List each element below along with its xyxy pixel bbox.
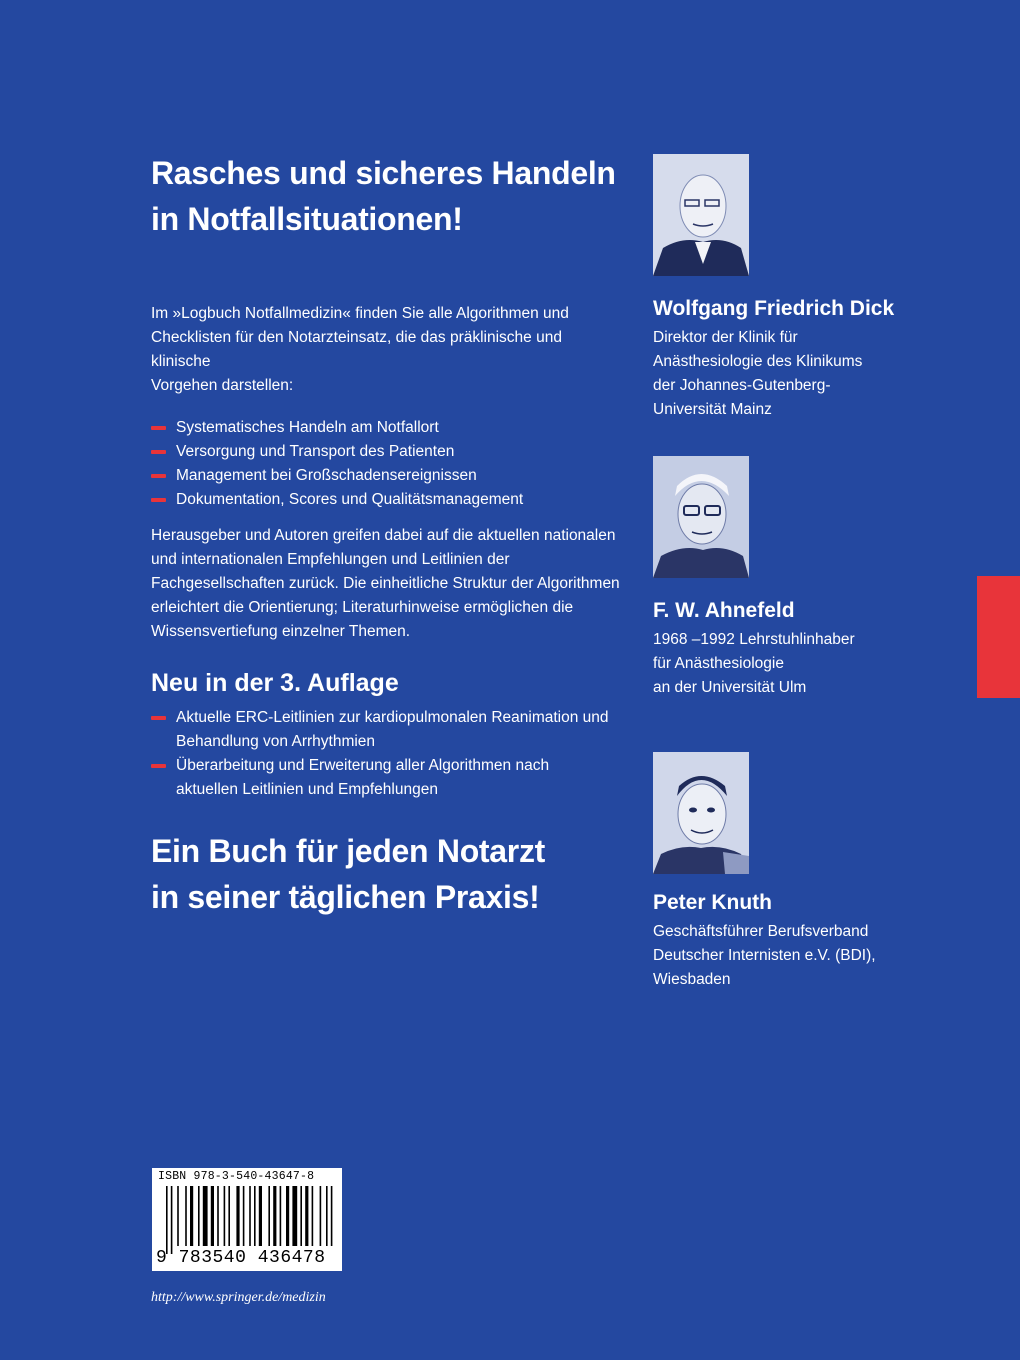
feature-item — [151, 488, 621, 512]
item-line: Behandlung von Arrhythmien — [176, 733, 376, 750]
feature-text: Systematisches Handeln am Notfallort — [176, 419, 439, 436]
red-dash-bullet-icon — [151, 426, 166, 430]
isbn-barcode — [152, 1168, 342, 1271]
bio-line: Direktor der Klinik für — [653, 329, 798, 346]
closing-headline — [151, 828, 621, 920]
intro-paragraph — [151, 302, 621, 398]
red-dash-bullet-icon — [151, 498, 166, 502]
author-card-knuth — [653, 752, 953, 992]
item-line: Überarbeitung und Erweiterung aller Algorithmen nach — [176, 757, 550, 774]
author-bio — [653, 628, 953, 700]
red-dash-bullet-icon — [151, 450, 166, 454]
headline-line-2: in Notfallsituationen! — [151, 201, 463, 237]
red-dash-bullet-icon — [151, 474, 166, 478]
isbn-label: ISBN 978-3-540-43647-8 — [158, 1170, 315, 1183]
paragraph-line: Herausgeber und Autoren greifen dabei auf die aktuellen nationalen — [151, 527, 616, 544]
feature-text: Management bei Großschadensereignissen — [176, 467, 477, 484]
closing-line-2: in seiner täglichen Praxis! — [151, 879, 540, 915]
bio-line: Deutscher Internisten e.V. (BDI), — [653, 947, 876, 964]
item-line: aktuellen Leitlinien und Empfehlungen — [176, 781, 438, 798]
red-dash-bullet-icon — [151, 764, 166, 768]
barcode-digits: 9 783540 436478 — [156, 1248, 326, 1268]
author-photo — [653, 752, 749, 874]
headline — [151, 150, 621, 242]
feature-item — [151, 440, 621, 464]
main-column — [151, 150, 621, 920]
bio-line: Geschäftsführer Berufsverband — [653, 923, 869, 940]
author-card-dick — [653, 154, 953, 422]
paragraph-line: erleichtert die Orientierung; Literaturhinweise ermöglichen die — [151, 599, 574, 616]
new-edition-item — [151, 706, 621, 754]
bio-line: für Anästhesiologie — [653, 655, 784, 672]
portrait-icon — [653, 154, 749, 276]
closing-line-1: Ein Buch für jeden Notarzt — [151, 833, 545, 869]
paragraph-line: und internationalen Empfehlungen und Leitlinien der — [151, 551, 510, 568]
author-name: F. W. Ahnefeld — [653, 599, 795, 622]
item-line: Aktuelle ERC-Leitlinien zur kardiopulmonalen Reanimation und — [176, 709, 609, 726]
author-photo — [653, 154, 749, 276]
author-bio — [653, 326, 953, 422]
new-edition-item — [151, 754, 621, 802]
feature-item — [151, 416, 621, 440]
feature-text: Dokumentation, Scores und Qualitätsmanagement — [176, 491, 524, 508]
paragraph-line: Wissensvertiefung einzelner Themen. — [151, 623, 411, 640]
bio-line: an der Universität Ulm — [653, 679, 807, 696]
bio-line: Anästhesiologie des Klinikums — [653, 353, 863, 370]
feature-text: Versorgung und Transport des Patienten — [176, 443, 455, 460]
portrait-icon — [653, 752, 749, 874]
author-name: Peter Knuth — [653, 891, 773, 914]
publisher-url[interactable]: http://www.springer.de/medizin — [151, 1290, 326, 1305]
new-edition-title: Neu in der 3. Auflage — [151, 669, 399, 697]
feature-list — [151, 416, 621, 512]
author-card-ahnefeld — [653, 456, 953, 700]
feature-item — [151, 464, 621, 488]
author-photo — [653, 456, 749, 578]
red-dash-bullet-icon — [151, 716, 166, 720]
intro-line: Vorgehen darstellen: — [151, 377, 294, 394]
headline-line-1: Rasches und sicheres Handeln — [151, 155, 616, 191]
paragraph-line: Fachgesellschaften zurück. Die einheitliche Struktur der Algorithmen — [151, 575, 620, 592]
bio-line: Universität Mainz — [653, 401, 772, 418]
red-edge-tab — [977, 576, 1020, 698]
body-paragraph — [151, 524, 621, 644]
bio-line: Wiesbaden — [653, 971, 731, 988]
new-edition-list — [151, 706, 621, 802]
bio-line: 1968 –1992 Lehrstuhlinhaber — [653, 631, 855, 648]
intro-line: Im »Logbuch Notfallmedizin« finden Sie alle Algorithmen und — [151, 305, 569, 322]
author-name: Wolfgang Friedrich Dick — [653, 297, 895, 320]
bio-line: der Johannes-Gutenberg- — [653, 377, 831, 394]
intro-line: Checklisten für den Notarzteinsatz, die das präklinische und klinische — [151, 329, 562, 370]
portrait-icon — [653, 456, 749, 578]
author-bio — [653, 920, 953, 992]
